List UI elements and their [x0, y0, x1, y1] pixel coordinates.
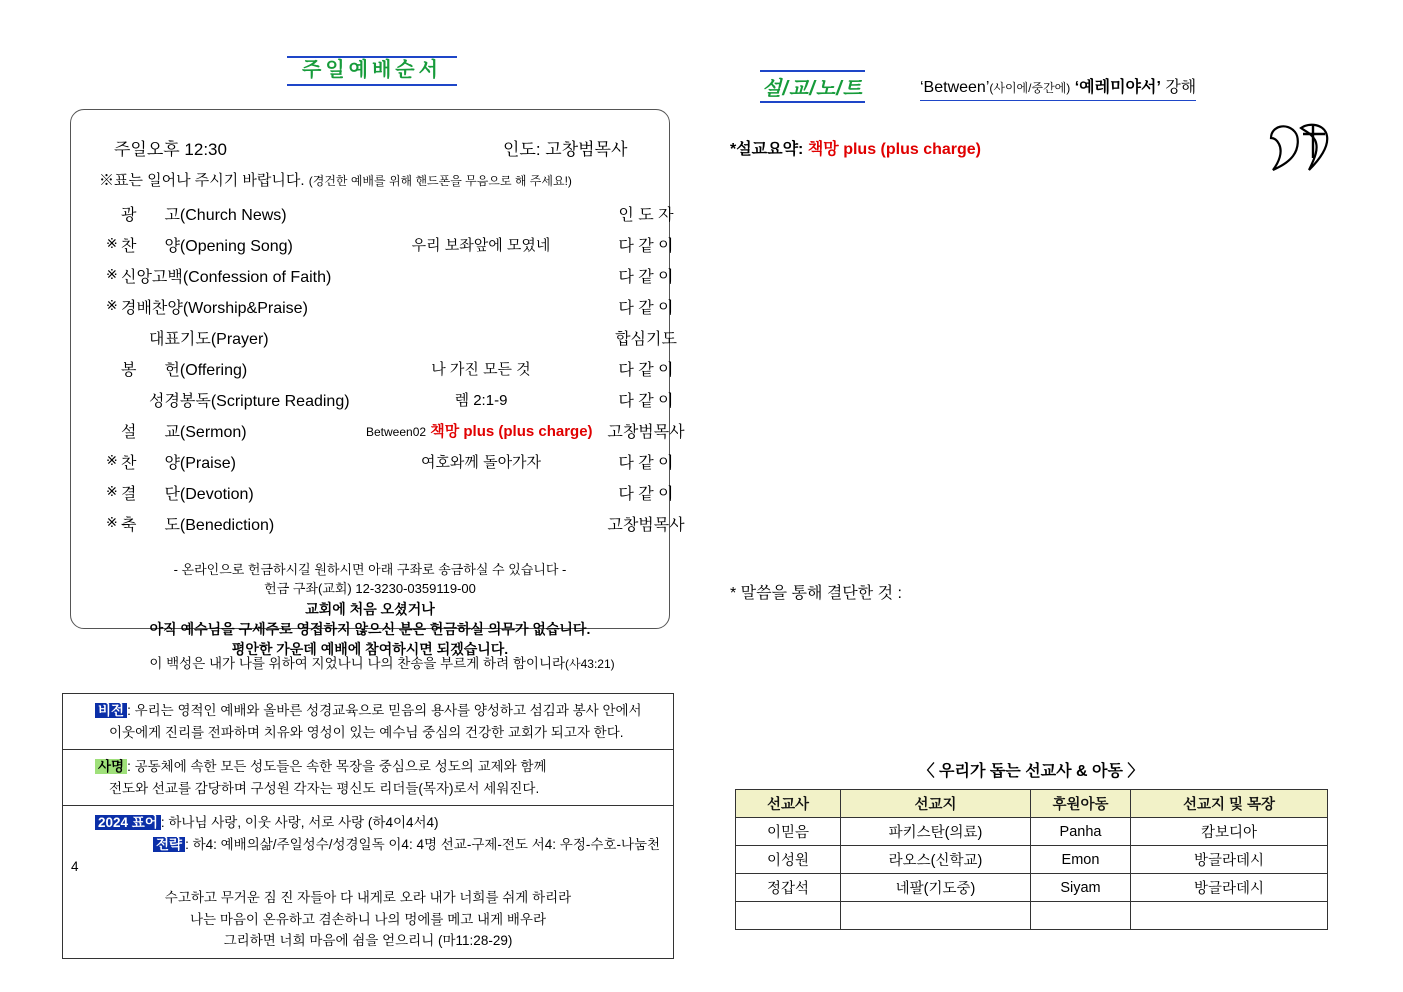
order-participant: 합심기도	[615, 331, 677, 348]
order-participant: 인 도 자	[618, 207, 674, 224]
order-name: 찬 양(Praise)	[121, 455, 236, 472]
sermon-topic-main: ‘Between’	[920, 79, 990, 96]
cell-child: Panha	[1031, 818, 1131, 846]
cell-missionary: 이성원	[736, 846, 841, 874]
order-detail: 나 가진 모든 것	[431, 361, 531, 378]
worship-order-title: 주일예배순서	[287, 56, 457, 86]
table-row	[736, 846, 1328, 874]
sermon-topic-book: ‘예레미야서’	[1074, 79, 1161, 96]
sermon-topic-sub: (사이에/중간에)	[989, 81, 1071, 95]
mission-text-1: : 공동체에 속한 모든 성도들은 속한 목장을 중심으로 성도의 교제와 함께	[127, 759, 547, 775]
vision-section	[63, 694, 673, 750]
order-row-sermon	[71, 419, 685, 450]
column-header-child: 후원아동	[1031, 790, 1131, 818]
offering-welcome-line-3: 평안한 가운데 예배에 참여하시면 되겠습니다.	[231, 641, 509, 658]
offering-notice	[71, 561, 669, 660]
order-name: 성경봉독(Scripture Reading)	[149, 393, 350, 410]
closing-verse-line-3: 그리하면 너희 마음에 쉼을 얻으리니 (마11:28-29)	[223, 933, 513, 949]
year-theme-line	[71, 812, 665, 834]
offering-online-line: - 온라인으로 헌금하시길 원하시면 아래 구좌로 송금하실 수 있습니다 -	[173, 562, 567, 577]
worship-order-box	[70, 109, 685, 658]
sermon-detail	[366, 420, 596, 441]
order-row	[71, 388, 674, 419]
order-mark: ※	[106, 483, 118, 499]
standing-note	[71, 169, 669, 190]
standing-note-main: ※표는 일어나 주시기 바랍니다.	[99, 172, 305, 189]
order-detail: 여호와께 돌아가자	[420, 454, 542, 471]
table-row	[736, 874, 1328, 902]
order-participant: 다 같 이	[618, 393, 674, 410]
table-row-empty	[736, 902, 1328, 930]
cell-missionary	[736, 902, 841, 930]
column-header-field-and-group: 선교지 및 목장	[1131, 790, 1328, 818]
vision-mission-box	[62, 693, 674, 959]
vision-text-2: 이웃에게 진리를 전파하며 치유와 영성이 있는 예수님 중심의 건강한 교회가 되고자 한다.	[109, 724, 624, 740]
sermon-series-code: Between02	[366, 425, 427, 439]
cell-field-group	[1131, 902, 1328, 930]
order-mark: ※	[106, 514, 118, 530]
sermon-series-topic	[920, 74, 1196, 101]
column-header-field: 선교지	[841, 790, 1031, 818]
table-row	[736, 818, 1328, 846]
order-participant: 다 같 이	[618, 455, 674, 472]
cell-missionary: 정갑석	[736, 874, 841, 902]
order-row	[71, 264, 674, 295]
sermon-title: 책망 plus (plus charge)	[430, 423, 593, 440]
sermon-note-title: 설/교/노/트	[760, 70, 865, 103]
cell-child: Siyam	[1031, 874, 1131, 902]
order-name: 결 단(Devotion)	[121, 486, 254, 503]
church-logo	[1265, 118, 1337, 180]
order-participant: 다 같 이	[618, 486, 674, 503]
standing-note-sub: (경건한 예배를 위해 핸드폰을 무음으로 해 주세요!)	[308, 174, 572, 188]
theme-verse-ref: (사43:21)	[565, 657, 615, 671]
worship-order-column	[62, 56, 685, 949]
cell-field	[841, 902, 1031, 930]
offering-account-line: 헌금 구좌(교회) 12-3230-0359119-00	[264, 580, 476, 596]
order-participant: 고창범목사	[607, 424, 685, 441]
order-row	[71, 357, 674, 388]
strategy-text: : 하4: 예배의삶/주일성수/성경일독 이4: 4명 선교-구제-전도 서4: 우정-수호-나눔천4	[71, 836, 661, 874]
missionary-table	[735, 789, 1328, 930]
cell-field: 라오스(신학교)	[841, 846, 1031, 874]
offering-welcome-line-1: 교회에 처음 오셨거나	[305, 600, 435, 617]
vision-label: 비전	[95, 703, 127, 718]
closing-verse-line-1: 수고하고 무거운 짐 진 자들아 다 내게로 오라 내가 너희를 쉬게 하리라	[164, 890, 572, 906]
offering-welcome-line-2: 아직 예수님을 구세주로 영접하지 않으신 분은 헌금하실 의무가 없습니다.	[149, 620, 591, 637]
vision-line-1	[71, 700, 665, 722]
service-header	[71, 135, 669, 165]
sermon-topic-tail: 강해	[1165, 79, 1197, 96]
cell-field-group: 캄보디아	[1131, 818, 1328, 846]
order-participant: 다 같 이	[618, 238, 674, 255]
order-mark: ※	[106, 235, 118, 251]
heart-cross-icon	[1265, 118, 1337, 180]
column-header-missionary: 선교사	[736, 790, 841, 818]
order-row	[71, 295, 674, 326]
order-participant: 다 같 이	[618, 362, 674, 379]
mission-label: 사명	[95, 759, 127, 774]
theme-verse-text: 이 백성은 내가 나를 위하여 지었나니 나의 찬송을 부르게 하려 함이니라	[149, 656, 566, 671]
cell-field: 파키스탄(의료)	[841, 818, 1031, 846]
order-mark: ※	[106, 452, 118, 468]
theme-verse	[82, 652, 682, 672]
sermon-summary	[730, 136, 981, 159]
decision-prompt: * 말씀을 통해 결단한 것 :	[730, 585, 903, 602]
order-mark: ※	[106, 297, 118, 313]
order-name: 광 고(Church News)	[121, 207, 287, 224]
sermon-summary-value: 책망 plus (plus charge)	[807, 141, 981, 158]
order-name: 경배찬양(Worship&Praise)	[121, 300, 308, 317]
service-leader: 인도: 고창범목사	[503, 140, 628, 159]
order-participant: 고창범목사	[607, 517, 685, 534]
order-detail: 렘 2:1-9	[454, 392, 508, 409]
cell-field: 네팔(기도중)	[841, 874, 1031, 902]
service-time: 주일오후 12:30	[114, 140, 227, 159]
missionary-title: 〈 우리가 돕는 선교사 & 아동 〉	[918, 763, 1144, 780]
order-name: 찬 양(Opening Song)	[121, 238, 293, 255]
order-name: 축 도(Benediction)	[121, 517, 275, 534]
year-theme-section	[63, 806, 673, 958]
order-participant: 다 같 이	[618, 269, 674, 286]
order-row	[71, 481, 674, 512]
closing-verse-line-2: 나는 마음이 온유하고 겸손하니 나의 멍에를 메고 내게 배우라	[189, 911, 547, 927]
order-row	[71, 233, 674, 264]
vision-text-1: : 우리는 영적인 예배와 올바른 성경교육으로 믿음의 용사를 양성하고 섬김과 봉사 안에서	[127, 703, 642, 718]
strategy-line	[71, 834, 665, 877]
year-theme-label: 2024 표어	[95, 815, 161, 830]
order-participant: 다 같 이	[618, 300, 674, 317]
closing-verse	[71, 887, 665, 952]
mission-line-1	[71, 756, 665, 778]
cell-missionary: 이믿음	[736, 818, 841, 846]
table-header-row	[736, 790, 1328, 818]
order-name: 설 교(Sermon)	[121, 424, 247, 441]
cell-child: Emon	[1031, 846, 1131, 874]
mission-section	[63, 750, 673, 806]
order-name: 대표기도(Prayer)	[149, 331, 269, 348]
year-theme-text: : 하나님 사랑, 이웃 사랑, 서로 사랑 (하4이4서4)	[160, 815, 439, 831]
strategy-label: 전략	[153, 837, 185, 852]
order-row	[71, 202, 674, 233]
order-row	[71, 450, 674, 481]
order-detail: 우리 보좌앞에 모였네	[411, 237, 551, 254]
cell-child	[1031, 902, 1131, 930]
sermon-summary-label: *설교요약:	[730, 141, 804, 158]
order-row	[71, 512, 685, 543]
order-name: 봉 헌(Offering)	[121, 362, 248, 379]
missionary-section	[735, 758, 1327, 930]
order-row	[71, 326, 677, 357]
cell-field-group: 방글라데시	[1131, 846, 1328, 874]
order-rows	[71, 202, 685, 543]
cell-field-group: 방글라데시	[1131, 874, 1328, 902]
order-name: 신앙고백(Confession of Faith)	[121, 269, 332, 286]
mission-text-2: 전도와 선교를 감당하며 구성원 각자는 평신도 리더들(목자)로서 세워진다.	[109, 780, 540, 796]
order-mark: ※	[106, 266, 118, 282]
